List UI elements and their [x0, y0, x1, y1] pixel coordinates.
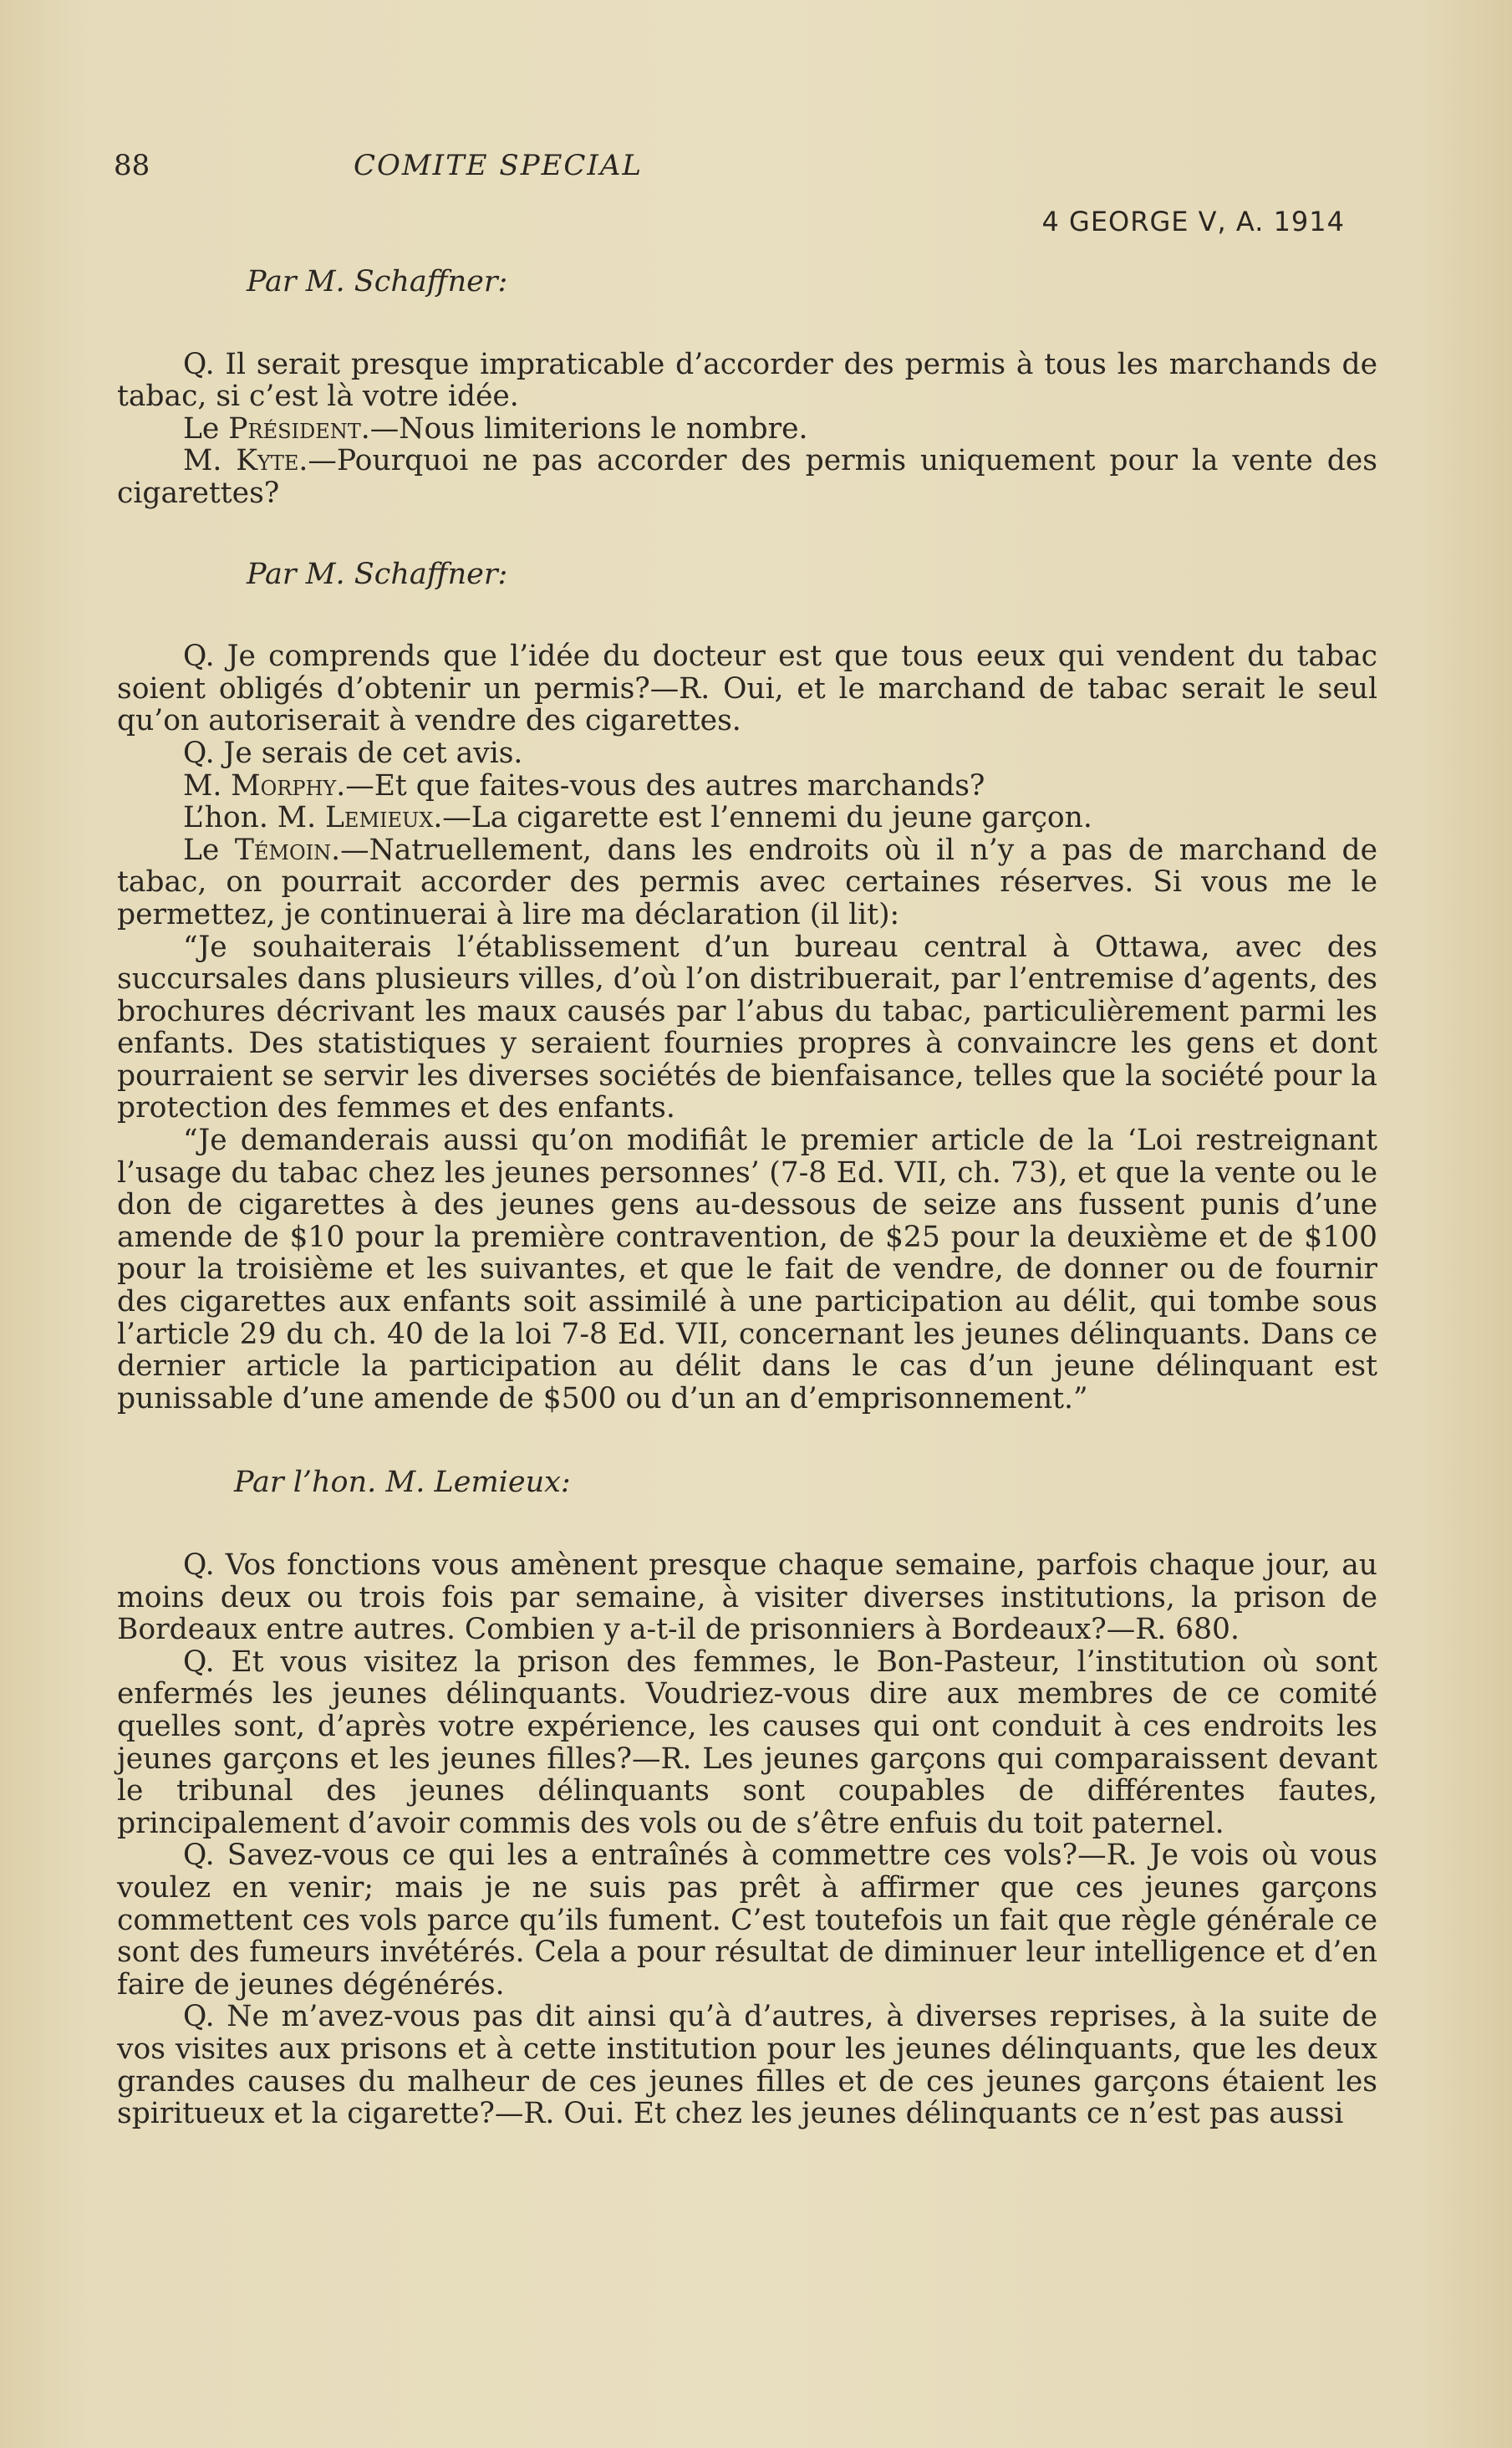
paragraph — [117, 349, 1377, 413]
paragraph — [117, 1125, 1377, 1415]
session-reference: 4 GEORGE V, A. 1914 — [1041, 206, 1345, 237]
text-run: Q. Il serait presque impraticable d’accorder des permis à tous les marchands de tabac, si c’est là votre idée. — [117, 347, 1377, 414]
text-run: .—Et que faites-vous des autres marchands? — [336, 768, 985, 803]
text-run: Q. Savez-vous ce qui les a entraînés à commettre ces vols?—R. Je vois où vous voulez en venir; mais je ne suis pas prêt à affirmer que ces jeunes garçons commettent ces vols parce qu’ils fument. C’est toutefois un fait que règle générale ce sont des fumeurs invétérés. Cela a pour résultat de diminuer leur intelligence et d’en faire de jeunes dégénérés. — [117, 1839, 1377, 2002]
paragraph — [117, 737, 1377, 770]
speaker-name: Président — [228, 411, 361, 446]
speaker-name: Lemieux — [325, 801, 434, 835]
speaker-name: Témoin — [234, 833, 332, 867]
page-number: 88 — [114, 149, 150, 182]
document-body — [117, 266, 1377, 2130]
running-title: COMITE SPECIAL — [353, 149, 643, 182]
paragraph — [117, 640, 1377, 737]
text-run: Q. Je comprends que l’idée du docteur est que tous eeux qui vendent du tabac soient obligés d’obtenir un permis?—R. Oui, et le marchand de tabac serait le seul qu’on autoriserait à vendre des cigarettes. — [117, 640, 1377, 738]
text-run: Q. Ne m’avez-vous pas dit ainsi qu’à d’autres, à diverses reprises, à la suite de vos visites aux prisons et à cette institution pour les jeunes délinquants, que les deux grandes causes du malheur de ces jeunes filles et de ces jeunes garçons étaient les spiritueux et la cigarette?—R. Oui. Et chez les jeunes délinquants ce n’est pas aussi — [117, 2000, 1377, 2131]
text-run: L’hon. M. — [183, 801, 326, 835]
speaker-heading: Par M. Schaffner: — [247, 265, 508, 298]
text-run: .—Natruellement, dans les endroits où il n’y a pas de marchand de tabac, on pourrait accorder des permis avec certaines réserves. Si vous me le permettez, je continuerai à lire ma déclaration (il lit): — [117, 833, 1377, 931]
speaker-name: Morphy — [231, 768, 337, 803]
paragraph — [117, 445, 1377, 509]
paragraph — [117, 931, 1377, 1125]
paragraph — [117, 1839, 1377, 2001]
text-run: .—La cigarette est l’ennemi du jeune garçon. — [433, 801, 1092, 835]
speaker-heading: Par M. Schaffner: — [247, 557, 508, 591]
paragraph — [117, 802, 1377, 834]
paragraph — [117, 1646, 1377, 1840]
text-run: Q. Et vous visitez la prison des femmes, le Bon-Pasteur, l’institution où sont enfermés les jeunes délinquants. Voudriez-vous dire aux membres de ce comité quelles sont, d’après votre expérience, les causes qui ont conduit à ces endroits les jeunes garçons et les jeunes filles?—R. Les jeunes garçons qui comparaissent devant le tribunal des jeunes délinquants sont coupables de différentes fautes, principalement d’avoir commis des vols ou de s’être enfuis du toit paternel. — [117, 1645, 1377, 1840]
paragraph — [117, 413, 1377, 446]
text-run: M. — [183, 768, 232, 803]
page-header — [114, 149, 1377, 191]
text-run: M. — [183, 444, 237, 478]
text-run: “Je demanderais aussi qu’on modifiât le premier article de la ‘Loi restreignant l’usage du tabac chez les jeunes personnes’ (7-8 Ed. VII, ch. 73), et que la vente ou le don de cigarettes à des jeunes gens au-dessous de seize ans fussent punis d’une amende de $10 pour la première contravention, de $25 pour la deuxième et de $100 pour la troisième et les suivantes, et que le fait de vendre, de donner ou de fournir des cigarettes aux enfants soit assimilé à une participation au délit, qui tombe sous l’article 29 du ch. 40 de la loi 7-8 Ed. VII, concernant les jeunes délinquants. Dans ce dernier article la participation au délit dans le cas d’un jeune délinquant est punissable d’une amende de $500 ou d’un an d’emprisonnement.” — [117, 1124, 1377, 1415]
paragraph — [117, 770, 1377, 803]
text-run: .—Pourquoi ne pas accorder des permis uniquement pour la vente des cigarettes? — [117, 444, 1377, 510]
text-run: Le — [183, 411, 229, 446]
paragraph — [117, 834, 1377, 931]
text-run: Q. Je serais de cet avis. — [183, 736, 523, 770]
text-run: “Je souhaiterais l’établissement d’un bureau central à Ottawa, avec des succursales dans plusieurs villes, d’où l’on distribuerait, par l’entremise d’agents, des brochures décrivant les maux causés par l’abus du tabac, particulièrement parmi les enfants. Des statistiques y seraient fournies propres à convaincre les gens et dont pourraient se servir les diverses sociétés de bienfaisance, telles que la société pour la protection des femmes et des enfants. — [117, 930, 1377, 1125]
speaker-heading: Par l’hon. M. Lemieux: — [234, 1466, 571, 1500]
text-run: Le — [183, 833, 235, 867]
text-run: .—Nous limiterions le nombre. — [360, 411, 808, 446]
paragraph — [117, 1549, 1377, 1646]
speaker-name: Kyte — [236, 444, 299, 478]
text-run: Q. Vos fonctions vous amènent presque chaque semaine, parfois chaque jour, au moins deux ou trois fois par semaine, à visiter diverses institutions, la prison de Bordeaux entre autres. Combien y a-t-il de prisonniers à Bordeaux?—R. 680. — [117, 1548, 1377, 1647]
paragraph — [117, 2001, 1377, 2129]
